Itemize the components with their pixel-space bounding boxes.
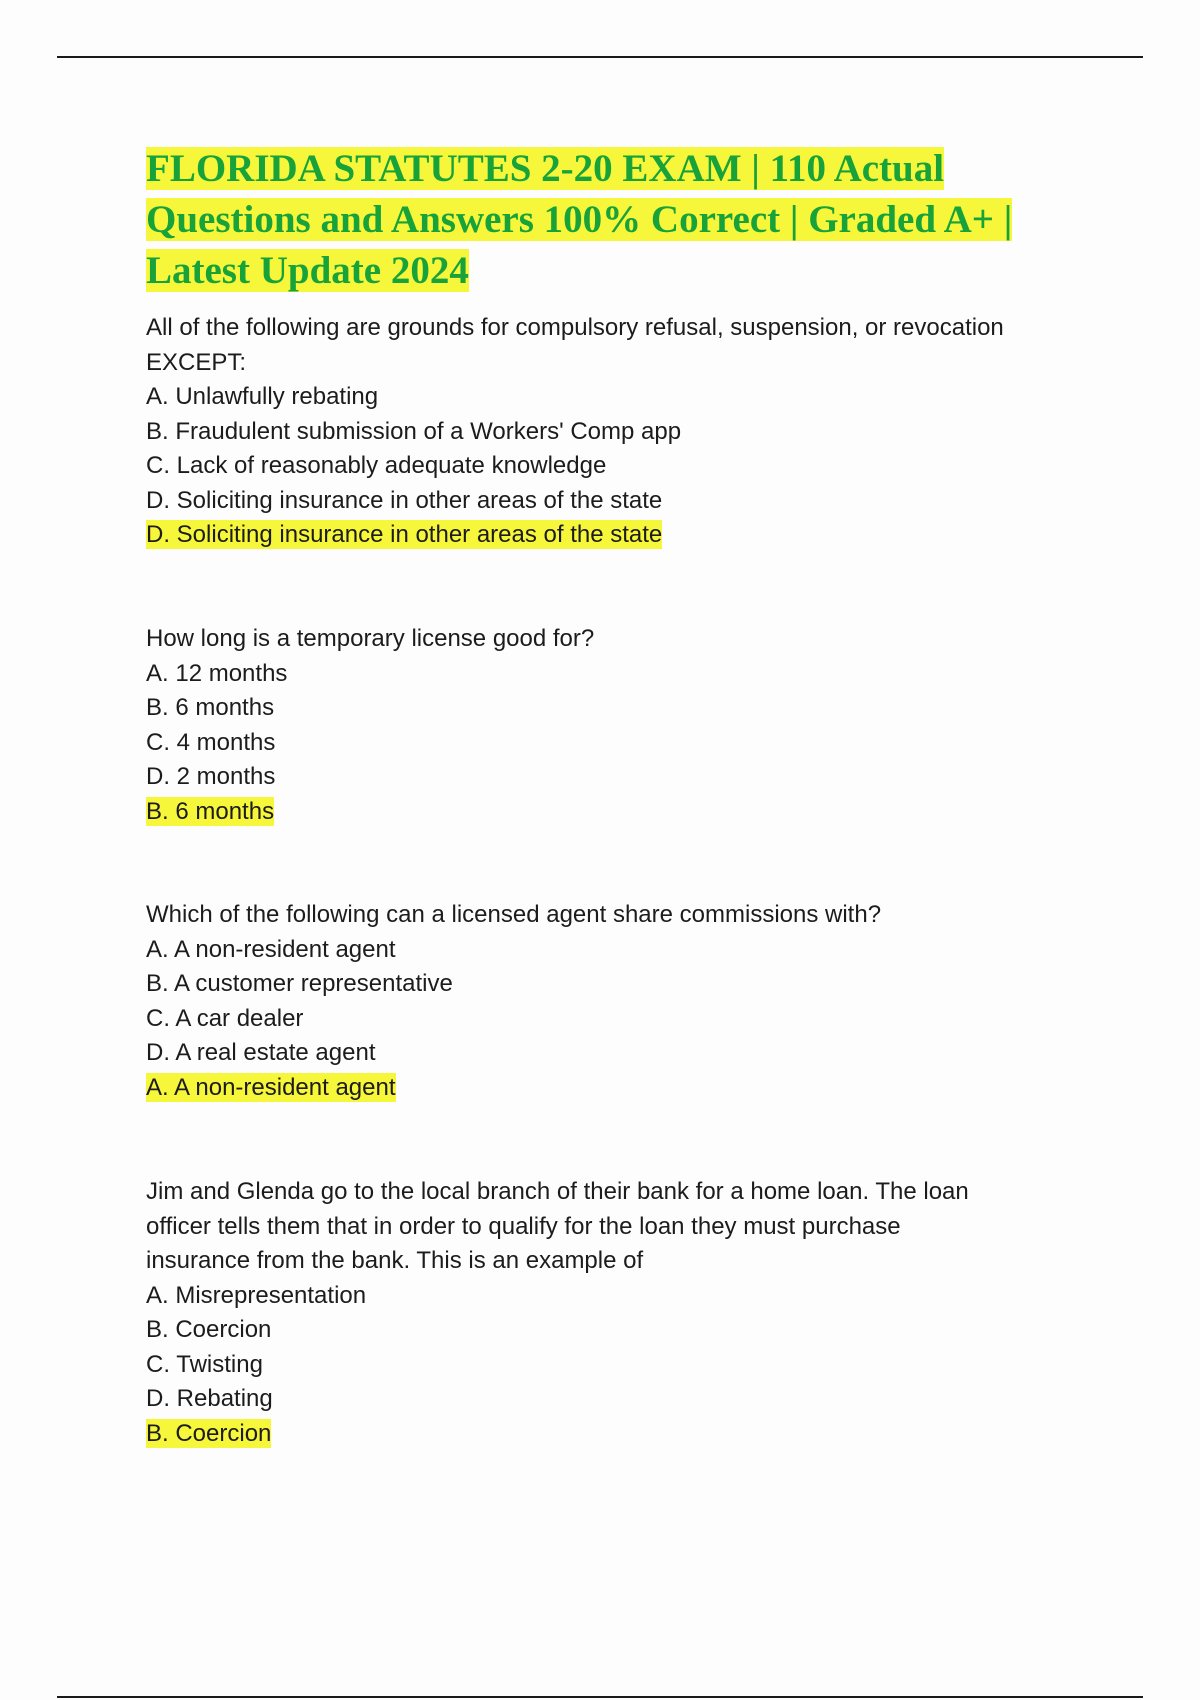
question-stem: How long is a temporary license good for?	[146, 625, 595, 652]
option-d: D. Rebating	[146, 1385, 273, 1412]
option-list	[146, 1279, 1006, 1417]
option-list	[146, 933, 1086, 1071]
option-a: A. 12 months	[146, 659, 288, 687]
answer-highlight: A. A non-resident agent	[146, 1073, 396, 1101]
option-a: A. A non-resident agent	[146, 935, 396, 963]
question-3	[146, 898, 1086, 1105]
option-c: C. 4 months	[146, 728, 276, 756]
answer	[146, 1417, 1006, 1452]
option-d: D. 2 months	[146, 763, 276, 790]
answer-highlight: D. Soliciting insurance in other areas of the state	[146, 521, 663, 548]
option-b: B. Fraudulent submission of a Workers' Comp app	[146, 417, 682, 445]
question-1	[146, 311, 1086, 553]
answer	[146, 518, 1086, 553]
question-stem: Which of the following can a licensed agent share commissions with?	[146, 901, 882, 928]
question-stem: All of the following are grounds for compulsory refusal, suspension, or revocation EXCEPT:	[146, 314, 1004, 376]
option-b: B. Coercion	[146, 1316, 272, 1343]
question-stem: Jim and Glenda go to the local branch of their bank for a home loan. The loan officer tells them that in order to qualify for the loan they must purchase insurance from the bank. This is an example of	[146, 1178, 969, 1274]
option-a: A. Misrepresentation	[146, 1281, 367, 1309]
top-rule	[57, 56, 1143, 58]
answer	[146, 795, 1086, 830]
option-list	[146, 380, 1086, 518]
answer-highlight: B. 6 months	[146, 797, 275, 825]
option-c: C. Lack of reasonably adequate knowledge	[146, 452, 607, 479]
option-d: D. Soliciting insurance in other areas of the state	[146, 486, 663, 514]
document-title	[146, 143, 1106, 296]
question-2	[146, 622, 1086, 829]
answer	[146, 1071, 1086, 1106]
option-list	[146, 657, 1086, 795]
answer-highlight: B. Coercion	[146, 1419, 272, 1447]
option-b: B. 6 months	[146, 694, 275, 721]
option-a: A. Unlawfully rebating	[146, 383, 379, 410]
bottom-rule	[57, 1696, 1143, 1698]
option-d: D. A real estate agent	[146, 1039, 376, 1066]
document-title-text: FLORIDA STATUTES 2-20 EXAM | 110 Actual Questions and Answers 100% Correct | Graded A+ | Latest Update 2024	[146, 147, 1013, 292]
option-c: C. Twisting	[146, 1350, 263, 1378]
question-4	[146, 1175, 1006, 1451]
option-c: C. A car dealer	[146, 1004, 304, 1032]
option-b: B. A customer representative	[146, 970, 453, 997]
